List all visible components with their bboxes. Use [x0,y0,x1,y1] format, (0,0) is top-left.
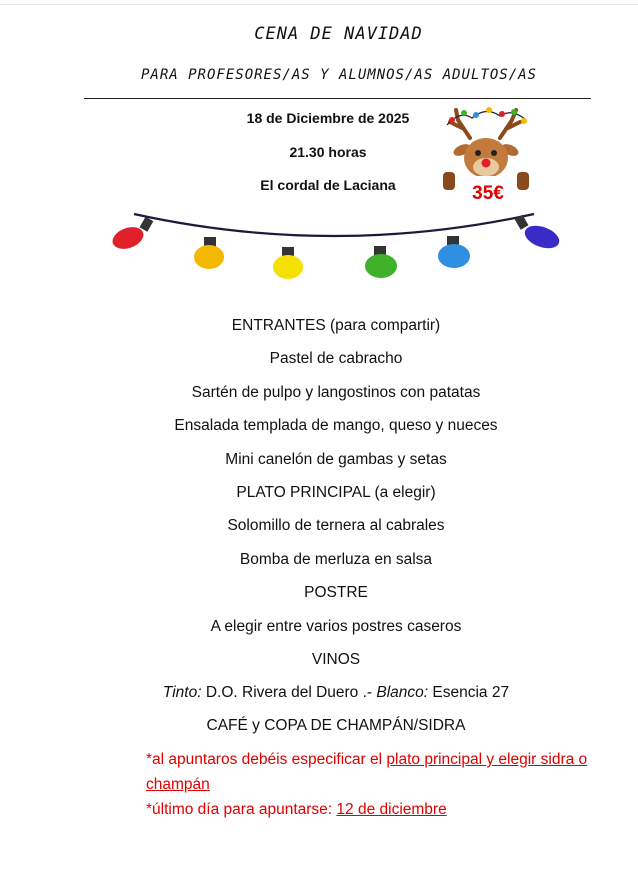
wine-red-label: Tinto: [162,684,202,701]
wine-white: Esencia 27 [432,684,510,701]
main-item: Solomillo de ternera al cabrales [227,517,445,534]
starter-item: Sartén de pulpo y langostinos con patatas [191,384,481,401]
wine-red: D.O. Rivera del Duero .- [205,684,373,701]
page-title: CENA DE NAVIDAD [254,24,423,44]
main-heading: PLATO PRINCIPAL (a elegir) [236,484,436,501]
light-bulb-purple [515,215,563,253]
light-bulb-blue [438,236,470,268]
starters-heading: ENTRANTES (para compartir) [231,317,441,334]
drinks-heading: CAFÉ y COPA DE CHAMPÁN/SIDRA [206,717,466,734]
light-bulb-red [110,217,154,253]
note1-text: *al apuntaros debéis especificar el [146,751,387,768]
page-subtitle: PARA PROFESORES/AS Y ALUMNOS/AS ADULTOS/AS [140,67,537,83]
event-time: 21.30 horas [289,144,367,160]
dessert-heading: POSTRE [304,584,368,601]
note1-link: plato principal y elegir sidra o champán [146,751,588,793]
main-item: Bomba de merluza en salsa [239,551,433,568]
starter-item: Mini canelón de gambas y setas [225,451,447,468]
wines-line [0,684,638,702]
note-deadline [146,797,596,822]
event-date: 18 de Diciembre de 2025 [246,110,410,126]
note-main-dish [146,747,596,797]
wine-white-label: Blanco: [376,684,429,701]
starter-item: Ensalada templada de mango, queso y nueces [174,417,498,434]
event-place: El cordal de Laciana [260,177,396,193]
note2-text: *último día para apuntarse: [146,801,337,818]
price-label: 35€ [472,183,504,204]
note2-link: 12 de diciembre [336,801,447,818]
dessert-item: A elegir entre varios postres caseros [210,618,462,635]
light-bulb-yellow [273,247,303,279]
light-bulb-green [365,246,397,278]
light-bulb-orange [194,237,224,269]
wines-heading: VINOS [311,651,361,668]
starter-item: Pastel de cabracho [269,350,403,367]
